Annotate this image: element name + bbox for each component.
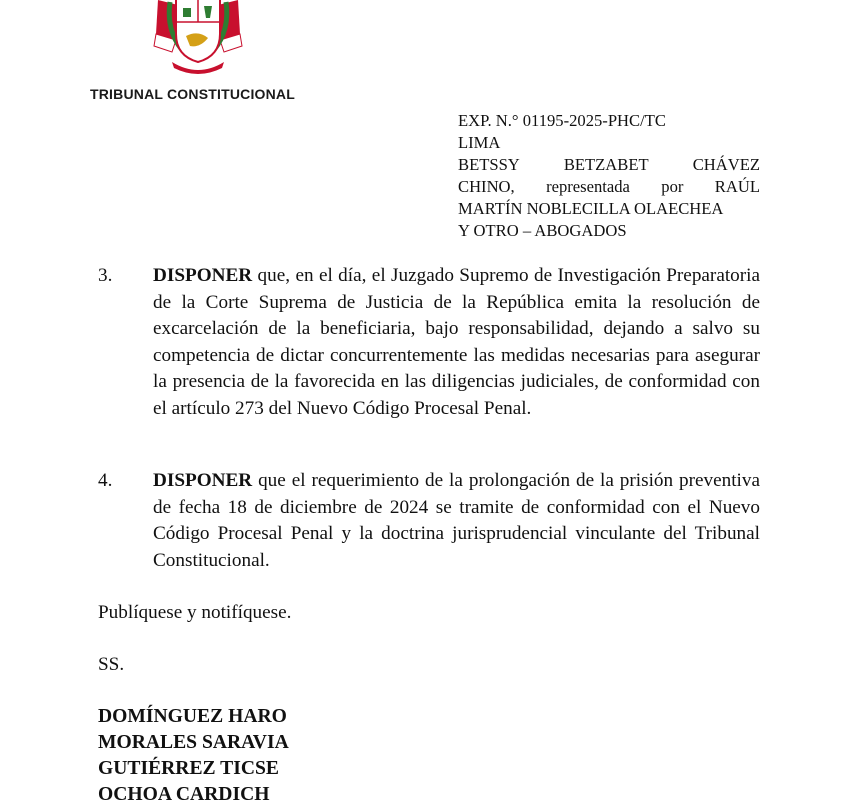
item-body: que, en el día, el Juzgado Supremo de Investigación Preparatoria de la Corte Suprema de Justicia de la República emita la resolución de excarcelación de la beneficiaria, bajo responsabilidad, dejando a salvo su competencia de dictar concurrentemente las medidas necesarias para asegurar la presencia de la favorecida en las diligencias judiciales, de conformidad con el artículo 273 del Nuevo Código Procesal Penal. — [153, 265, 760, 419]
resolution-item-3 — [98, 263, 760, 422]
signer-name: DOMÍNGUEZ HARO — [98, 706, 287, 727]
item-text — [153, 468, 760, 574]
signers-list — [98, 704, 289, 808]
case-party-line-1: BETSSY BETZABET CHÁVEZ — [458, 155, 760, 174]
institution-name: TRIBUNAL CONSTITUCIONAL — [90, 86, 295, 102]
item-text — [153, 263, 760, 422]
item-keyword: DISPONER — [153, 265, 253, 286]
ss-label: SS. — [98, 654, 125, 675]
signer-name: GUTIÉRREZ TICSE — [98, 758, 279, 779]
case-party-line-3: MARTÍN NOBLECILLA OLAECHEA — [458, 199, 724, 218]
case-header — [458, 110, 760, 242]
item-number: 4. — [98, 470, 113, 491]
item-number: 3. — [98, 265, 113, 286]
item-body: que el requerimiento de la prolongación de la prisión preventiva de fecha 18 de diciembre de 2024 se tramite de conformidad con el Nuevo Código Procesal Penal y la doctrina jurisprudencial vinculante del Tribunal Constitucional. — [153, 470, 760, 571]
item-keyword: DISPONER — [153, 470, 253, 491]
resolution-item-4 — [98, 468, 760, 574]
expediente-number: EXP. N.° 01195-2025-PHC/TC — [458, 111, 666, 130]
case-city: LIMA — [458, 133, 501, 152]
case-party-line-4: Y OTRO – ABOGADOS — [458, 221, 627, 240]
signer-name: OCHOA CARDICH — [98, 784, 270, 805]
peru-coat-of-arms-icon — [152, 0, 244, 76]
case-party-line-2: CHINO, representada por RAÚL — [458, 177, 760, 196]
closing-formula: Publíquese y notifíquese. — [98, 602, 292, 623]
signer-name: MORALES SARAVIA — [98, 732, 289, 753]
